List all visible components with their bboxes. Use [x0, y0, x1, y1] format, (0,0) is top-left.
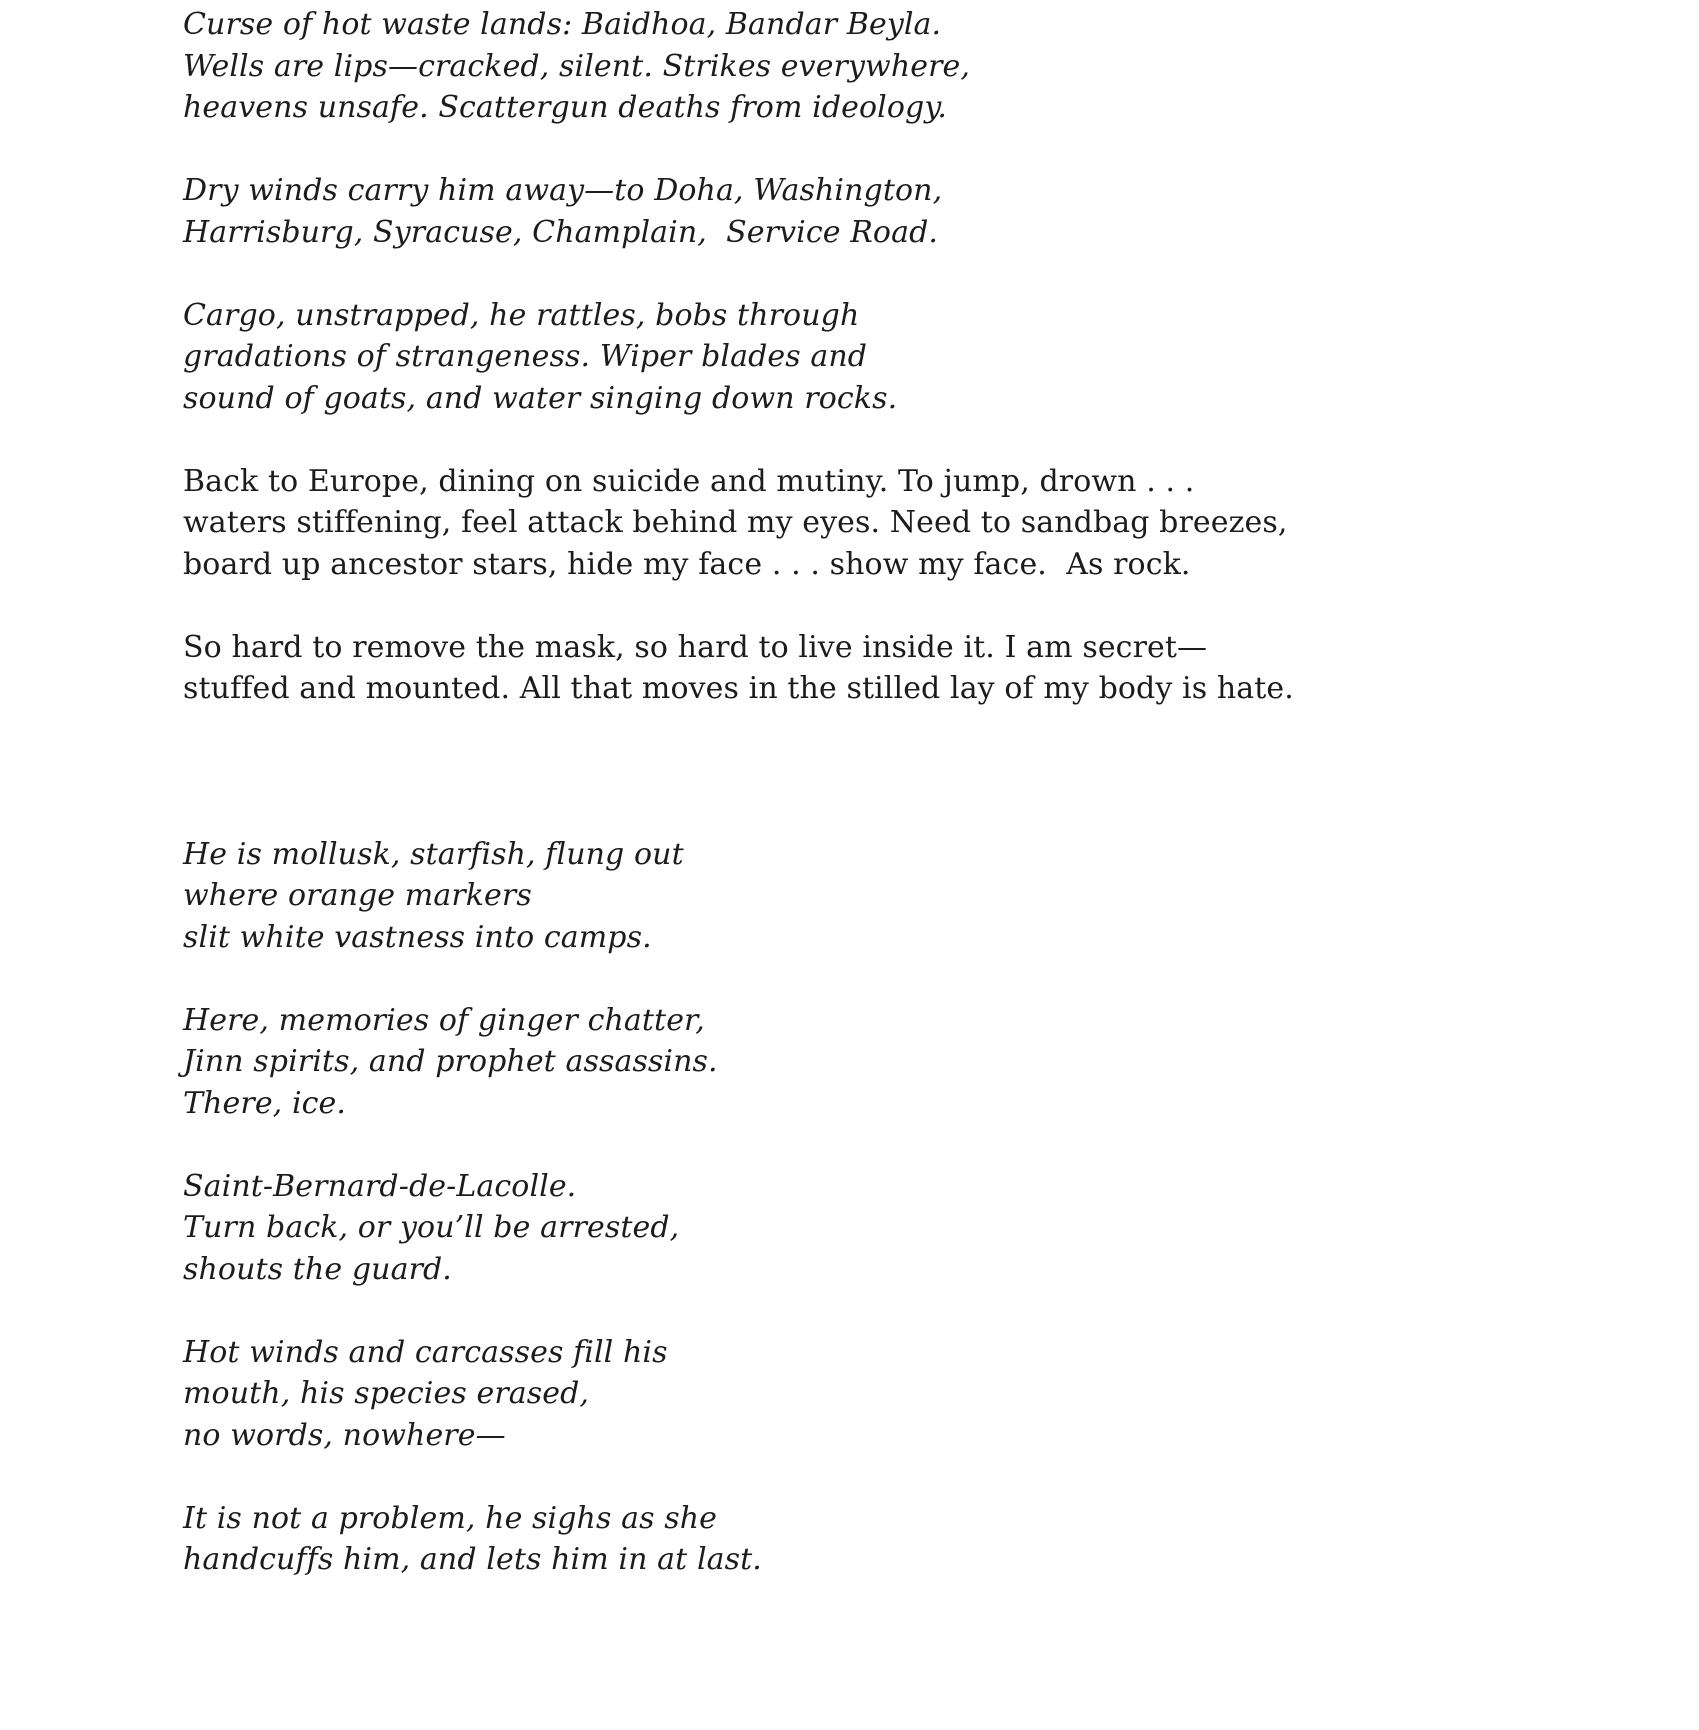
poem-line: Hot winds and carcasses fill his	[183, 1334, 668, 1370]
poem-line: So hard to remove the mask, so hard to live inside it. I am secret—	[183, 629, 1208, 665]
poem-line: Turn back, or you’ll be arrested,	[183, 1210, 680, 1245]
poem-line: shouts the guard.	[183, 1251, 452, 1287]
stanza	[183, 1498, 1699, 1581]
poem-line: waters stiffening, feel attack behind my eyes. Need to sandbag breezes,	[183, 505, 1288, 540]
poem-line: He is mollusk, starfish, flung out	[183, 836, 684, 872]
poem-line: Here, memories of ginger chatter,	[183, 1002, 705, 1038]
poem-line: Jinn spirits, and prophet assassins.	[183, 1044, 718, 1079]
stanza	[183, 627, 1699, 710]
stanza	[183, 1332, 1699, 1457]
poem-line: Saint-Bernard-de-Lacolle.	[183, 1168, 577, 1204]
poem-line: Back to Europe, dining on suicide and mutiny. To jump, drown . . .	[183, 463, 1195, 499]
poem-line: where orange markers	[183, 878, 532, 913]
poem-line: Dry winds carry him away—to Doha, Washington,	[183, 173, 943, 208]
poem-line: slit white vastness into camps.	[183, 919, 652, 955]
poem-line: There, ice.	[183, 1085, 347, 1121]
poem-line: no words, nowhere—	[183, 1417, 506, 1453]
poem-line: It is not a problem, he sighs as she	[183, 1500, 717, 1536]
poem-line: Harrisburg, Syracuse, Champlain, Service Road.	[183, 214, 939, 250]
poem-line: Cargo, unstrapped, he rattles, bobs through	[183, 297, 860, 333]
stanza	[183, 834, 1699, 959]
stanza	[183, 4, 1699, 129]
poem-line: heavens unsafe. Scattergun deaths from ideology.	[183, 90, 948, 125]
poem-line: Wells are lips—cracked, silent. Strikes everywhere,	[183, 48, 971, 84]
stanza	[183, 295, 1699, 420]
poem-line: board up ancestor stars, hide my face . . . show my face. As rock.	[183, 546, 1191, 582]
stanza	[183, 1166, 1699, 1291]
poem-line: handcuffs him, and lets him in at last.	[183, 1542, 762, 1577]
stanza	[183, 170, 1699, 253]
stanza	[183, 1000, 1699, 1125]
poem-line: stuffed and mounted. All that moves in the stilled lay of my body is hate.	[183, 671, 1294, 706]
stanza	[183, 461, 1699, 586]
poem-line: Curse of hot waste lands: Baidhoa, Bandar Beyla.	[183, 7, 942, 42]
poem-line: gradations of strangeness. Wiper blades and	[183, 339, 868, 374]
poem-body	[183, 4, 1699, 1581]
poem-line: sound of goats, and water singing down rocks.	[183, 380, 898, 416]
poem-line: mouth, his species erased,	[183, 1376, 590, 1411]
